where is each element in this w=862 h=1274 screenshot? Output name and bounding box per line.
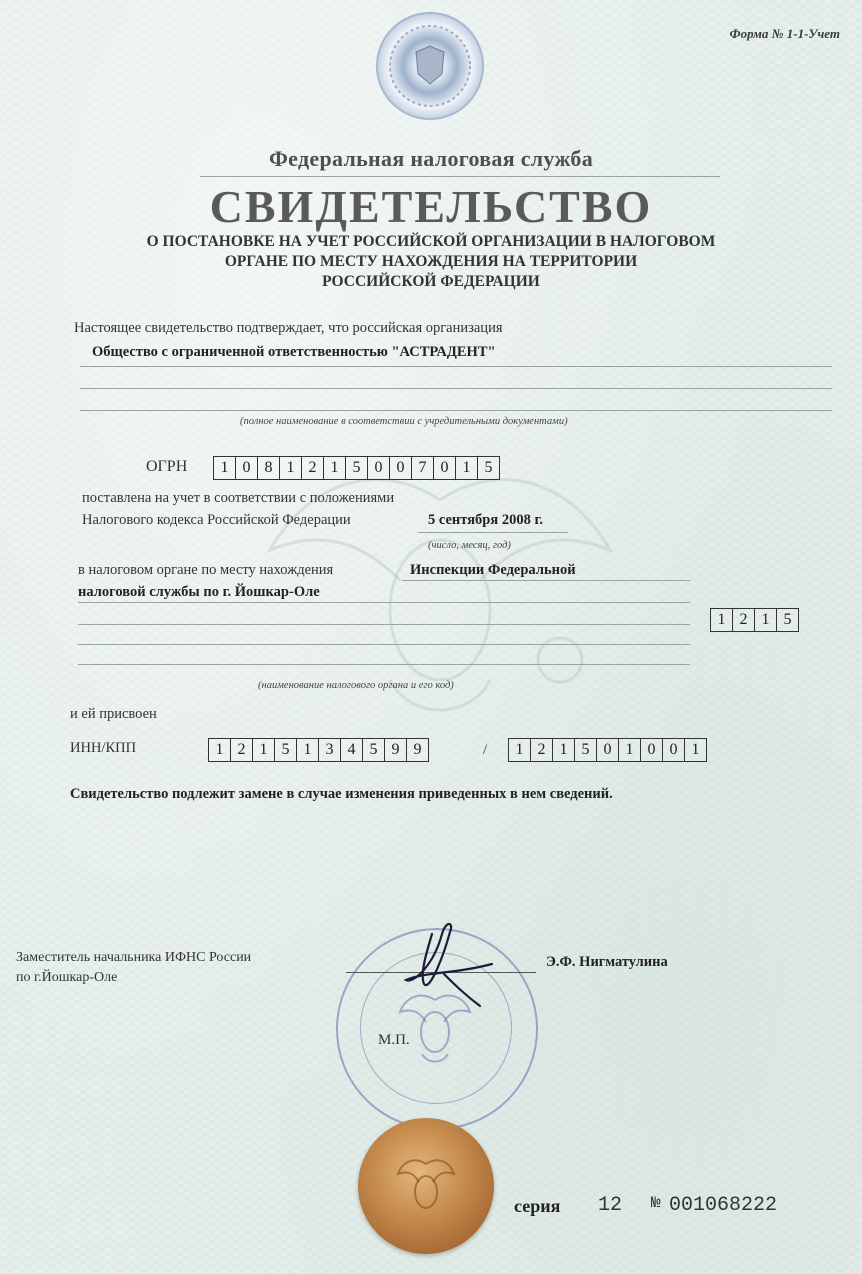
authority-hint: (наименование налогового органа и его код) [258, 680, 454, 691]
underline [78, 624, 690, 625]
inn-digit: 1 [209, 739, 231, 761]
intro-text: Настоящее свидетельство подтверждает, что российская организация [74, 320, 503, 336]
kpp-digit: 1 [691, 741, 700, 758]
kpp-digit: 2 [531, 739, 553, 761]
kpp-digit: 1 [553, 739, 575, 761]
underline [78, 602, 690, 603]
assigned-text: и ей присвоен [70, 706, 157, 722]
authority-label: в налоговом органе по месту нахождения [78, 562, 334, 578]
org-hint: (полное наименование в соответствии с учредительными документами) [240, 416, 568, 427]
kpp-digit: 5 [575, 739, 597, 761]
form-number: Форма № 1-1-Учет [729, 26, 840, 41]
underline [80, 366, 832, 367]
authority-line-1: Инспекции Федеральной [410, 562, 576, 578]
registration-date: 5 сентября 2008 г. [428, 512, 544, 528]
ogrn-digit: 1 [456, 457, 478, 479]
underline [418, 532, 568, 533]
ogrn-digit: 0 [236, 457, 258, 479]
organization-name: Общество с ограниченной ответственностью "АСТРАДЕНТ" [92, 344, 496, 360]
ogrn-digit: 0 [390, 457, 412, 479]
code-digit: 1 [755, 609, 777, 631]
kpp-digit: 1 [619, 739, 641, 761]
inn-digit: 1 [297, 739, 319, 761]
kpp-digit: 0 [597, 739, 619, 761]
divider [200, 176, 720, 177]
date-hint: (число, месяц, год) [428, 540, 511, 551]
document-subtitle [0, 232, 862, 292]
underline [402, 580, 690, 581]
signer-name: Э.Ф. Нигматулина [546, 954, 668, 970]
agency-name: Федеральная налоговая служба [268, 146, 594, 171]
ogrn-digit: 5 [484, 459, 493, 476]
ogrn-digit: 8 [258, 457, 280, 479]
kpp-digit: 0 [663, 739, 685, 761]
ogrn-digit: 0 [434, 457, 456, 479]
replacement-notice: Свидетельство подлежит замене в случае изменения приведенных в нем сведений. [70, 786, 613, 802]
ogrn-digit: 1 [214, 457, 236, 479]
series-value: 12 [598, 1194, 623, 1217]
ogrn-digit: 1 [280, 457, 302, 479]
series-label: серия [514, 1196, 561, 1216]
code-digit: 2 [733, 609, 755, 631]
ogrn-label: ОГРН [146, 458, 188, 475]
ogrn-digit: 2 [302, 457, 324, 479]
inn-digit: 3 [319, 739, 341, 761]
ogrn-digit: 1 [324, 457, 346, 479]
subtitle-line: О ПОСТАНОВКЕ НА УЧЕТ РОССИЙСКОЙ ОРГАНИЗАЦИИ В НАЛОГОВОМ [146, 233, 716, 250]
number-sign: № [651, 1194, 661, 1212]
ogrn-digit: 7 [412, 457, 434, 479]
authority-line-2: налоговой службы по г. Йошкар-Оле [78, 584, 320, 600]
inn-digit: 1 [253, 739, 275, 761]
inn-cells [208, 738, 429, 762]
signature-icon [384, 914, 504, 1024]
ogrn-digit: 5 [346, 457, 368, 479]
kpp-cells [508, 738, 707, 762]
ogrn-digit: 0 [368, 457, 390, 479]
inn-digit: 9 [413, 741, 422, 758]
kpp-digit: 1 [509, 739, 531, 761]
kpp-digit: 0 [641, 739, 663, 761]
ogrn-cells [213, 456, 500, 480]
seal-eagle-icon [386, 1146, 466, 1226]
underline [80, 388, 832, 389]
slash: / [483, 742, 488, 758]
registered-line-2: Налогового кодекса Российской Федерации [82, 512, 351, 528]
code-digit: 1 [711, 609, 733, 631]
registered-line-1: поставлена на учет в соответствии с положениями [82, 490, 395, 506]
inn-digit: 5 [363, 739, 385, 761]
inn-digit: 4 [341, 739, 363, 761]
hologram-emblem [376, 12, 484, 120]
code-digit: 5 [783, 611, 792, 628]
authority-code-cells [710, 608, 799, 632]
inn-kpp-label: ИНН/КПП [70, 740, 137, 756]
underline [78, 664, 690, 665]
number-value: 001068222 [669, 1194, 778, 1217]
signer-title-2: по г.Йошкар-Оле [16, 970, 118, 985]
mp-label: М.П. [378, 1032, 410, 1048]
signer-title-1: Заместитель начальника ИФНС России [16, 950, 252, 965]
subtitle-line: ОРГАНЕ ПО МЕСТУ НАХОЖДЕНИЯ НА ТЕРРИТОРИИ [224, 253, 638, 270]
subtitle-line: РОССИЙСКОЙ ФЕДЕРАЦИИ [322, 273, 540, 290]
document-title: СВИДЕТЕЛЬСТВО [209, 181, 653, 232]
underline [78, 644, 690, 645]
inn-digit: 5 [275, 739, 297, 761]
underline [80, 410, 832, 411]
inn-digit: 2 [231, 739, 253, 761]
inn-digit: 9 [385, 739, 407, 761]
